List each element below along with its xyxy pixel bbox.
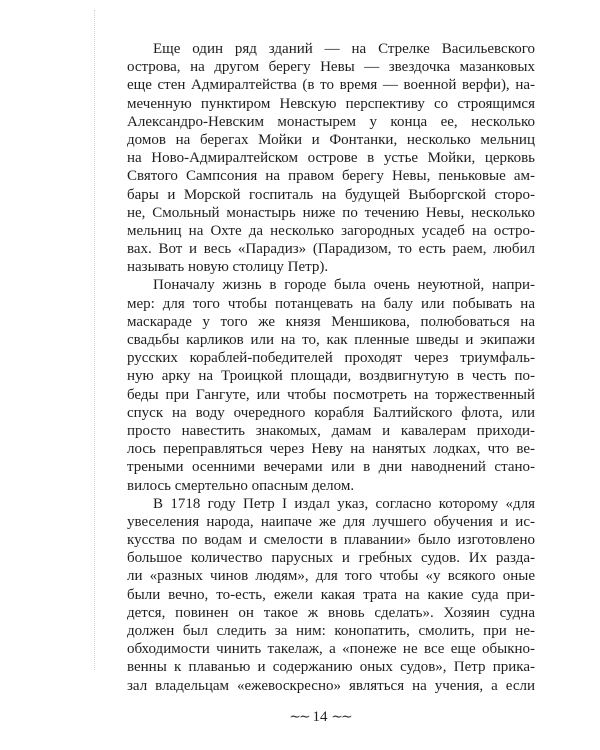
text-line: кусства по водам и смелости в плавании» было изготовлено bbox=[127, 532, 535, 549]
text-line: должен был следить за ним: конопатить, смолить, при не- bbox=[127, 623, 535, 639]
paragraph bbox=[127, 40, 535, 276]
body-text bbox=[127, 40, 535, 695]
text-line: вилось смертельно опасным делом. bbox=[127, 477, 355, 494]
text-line: просто навестить знакомых, дамам и кавалерам приходи- bbox=[127, 422, 535, 439]
text-line: зал владельцам «ежевоскресно» являться на учения, а если bbox=[127, 677, 535, 694]
text-line: большое количество парусных и гребных судов. Их разда- bbox=[127, 550, 535, 567]
text-line: не, Смольный монастырь ниже по течению Невы, несколько bbox=[127, 204, 535, 221]
text-line: мельниц на Охте да несколько загородных усадеб на остро- bbox=[127, 222, 535, 239]
text-line: лось переправляться через Неву на нанятых лодках, что ве- bbox=[127, 441, 535, 458]
paragraph bbox=[127, 276, 535, 494]
page-footer bbox=[0, 709, 600, 726]
text-line: Еще один ряд зданий — на Стрелке Васильевского bbox=[153, 41, 535, 57]
text-line: ли «разных чинов людям», для того чтобы «у всякого оные bbox=[127, 568, 535, 585]
text-line: Поначалу жизнь в городе была очень неуютной, напри- bbox=[153, 277, 535, 294]
text-line: меченную пунктиром Невскую перспективу со строящимся bbox=[127, 95, 535, 112]
text-line: домов на берегах Мойки и Фонтанки, несколько мельниц bbox=[127, 131, 535, 148]
text-line: дется, повинен он такое ж вновь сделать». Хозяин судна bbox=[127, 604, 535, 621]
text-line: спуск на воду очередного корабля Балтийского флота, или bbox=[127, 404, 535, 421]
text-line: вах. Вот и весь «Парадиз» (Парадизом, то есть раем, любил bbox=[127, 241, 535, 258]
text-line: русских кораблей-победителей проходят через триумфаль- bbox=[127, 350, 535, 367]
text-line: треными осенними вечерами или в дни наводнений стано- bbox=[127, 459, 535, 476]
left-ornament-icon: ∼∼ bbox=[289, 710, 309, 726]
text-line: маскараде у того же князя Меншикова, полюбоваться на bbox=[127, 313, 535, 330]
text-line: называть новую столицу Петр). bbox=[127, 259, 329, 276]
text-line: увеселения народа, наипаче же для лучшего обучения и ис- bbox=[127, 513, 535, 530]
text-line: острова, на другом берегу Невы — звездочка мазанковых bbox=[127, 59, 535, 76]
right-ornament-icon: ∼∼ bbox=[331, 710, 351, 726]
text-line: венны к плаванью и содержанию оных судов», Петр прика- bbox=[127, 659, 535, 676]
text-line: беды при Гангуте, или чтобы посмотреть на торжественный bbox=[127, 386, 535, 403]
text-line: Святого Сампсония на правом берегу Невы, пеньковые ам- bbox=[127, 168, 535, 185]
paragraph bbox=[127, 495, 535, 695]
text-line: В 1718 году Петр I издал указ, согласно которому «для bbox=[153, 495, 535, 512]
text-line: еще стен Адмиралтейства (в то время — военной верфи), на- bbox=[127, 77, 535, 94]
text-line: бары и Морской госпиталь на будущей Выборгской сторо- bbox=[127, 186, 535, 203]
scan-edge-shadow bbox=[94, 10, 97, 670]
text-line: свадьбы карликов или на то, как пленные шведы и экипажи bbox=[127, 332, 535, 348]
text-line: на Ново-Адмиралтейском острове в устье Мойки, церковь bbox=[127, 150, 535, 167]
text-line: мер: для того чтобы потанцевать на балу или побывать на bbox=[127, 295, 535, 312]
text-line: ную арку на Троицкой площади, воздвигнутую в честь по- bbox=[127, 368, 535, 385]
text-line: Александро-Невским монастырем у конца ее, несколько bbox=[127, 113, 535, 130]
text-line: были вечно, то-есть, ежели какая трата на какие суда при- bbox=[127, 586, 535, 603]
page-number: 14 bbox=[312, 709, 328, 725]
text-line: обходимости чинить такелаж, а «понеже не все еще обыкно- bbox=[127, 641, 535, 658]
